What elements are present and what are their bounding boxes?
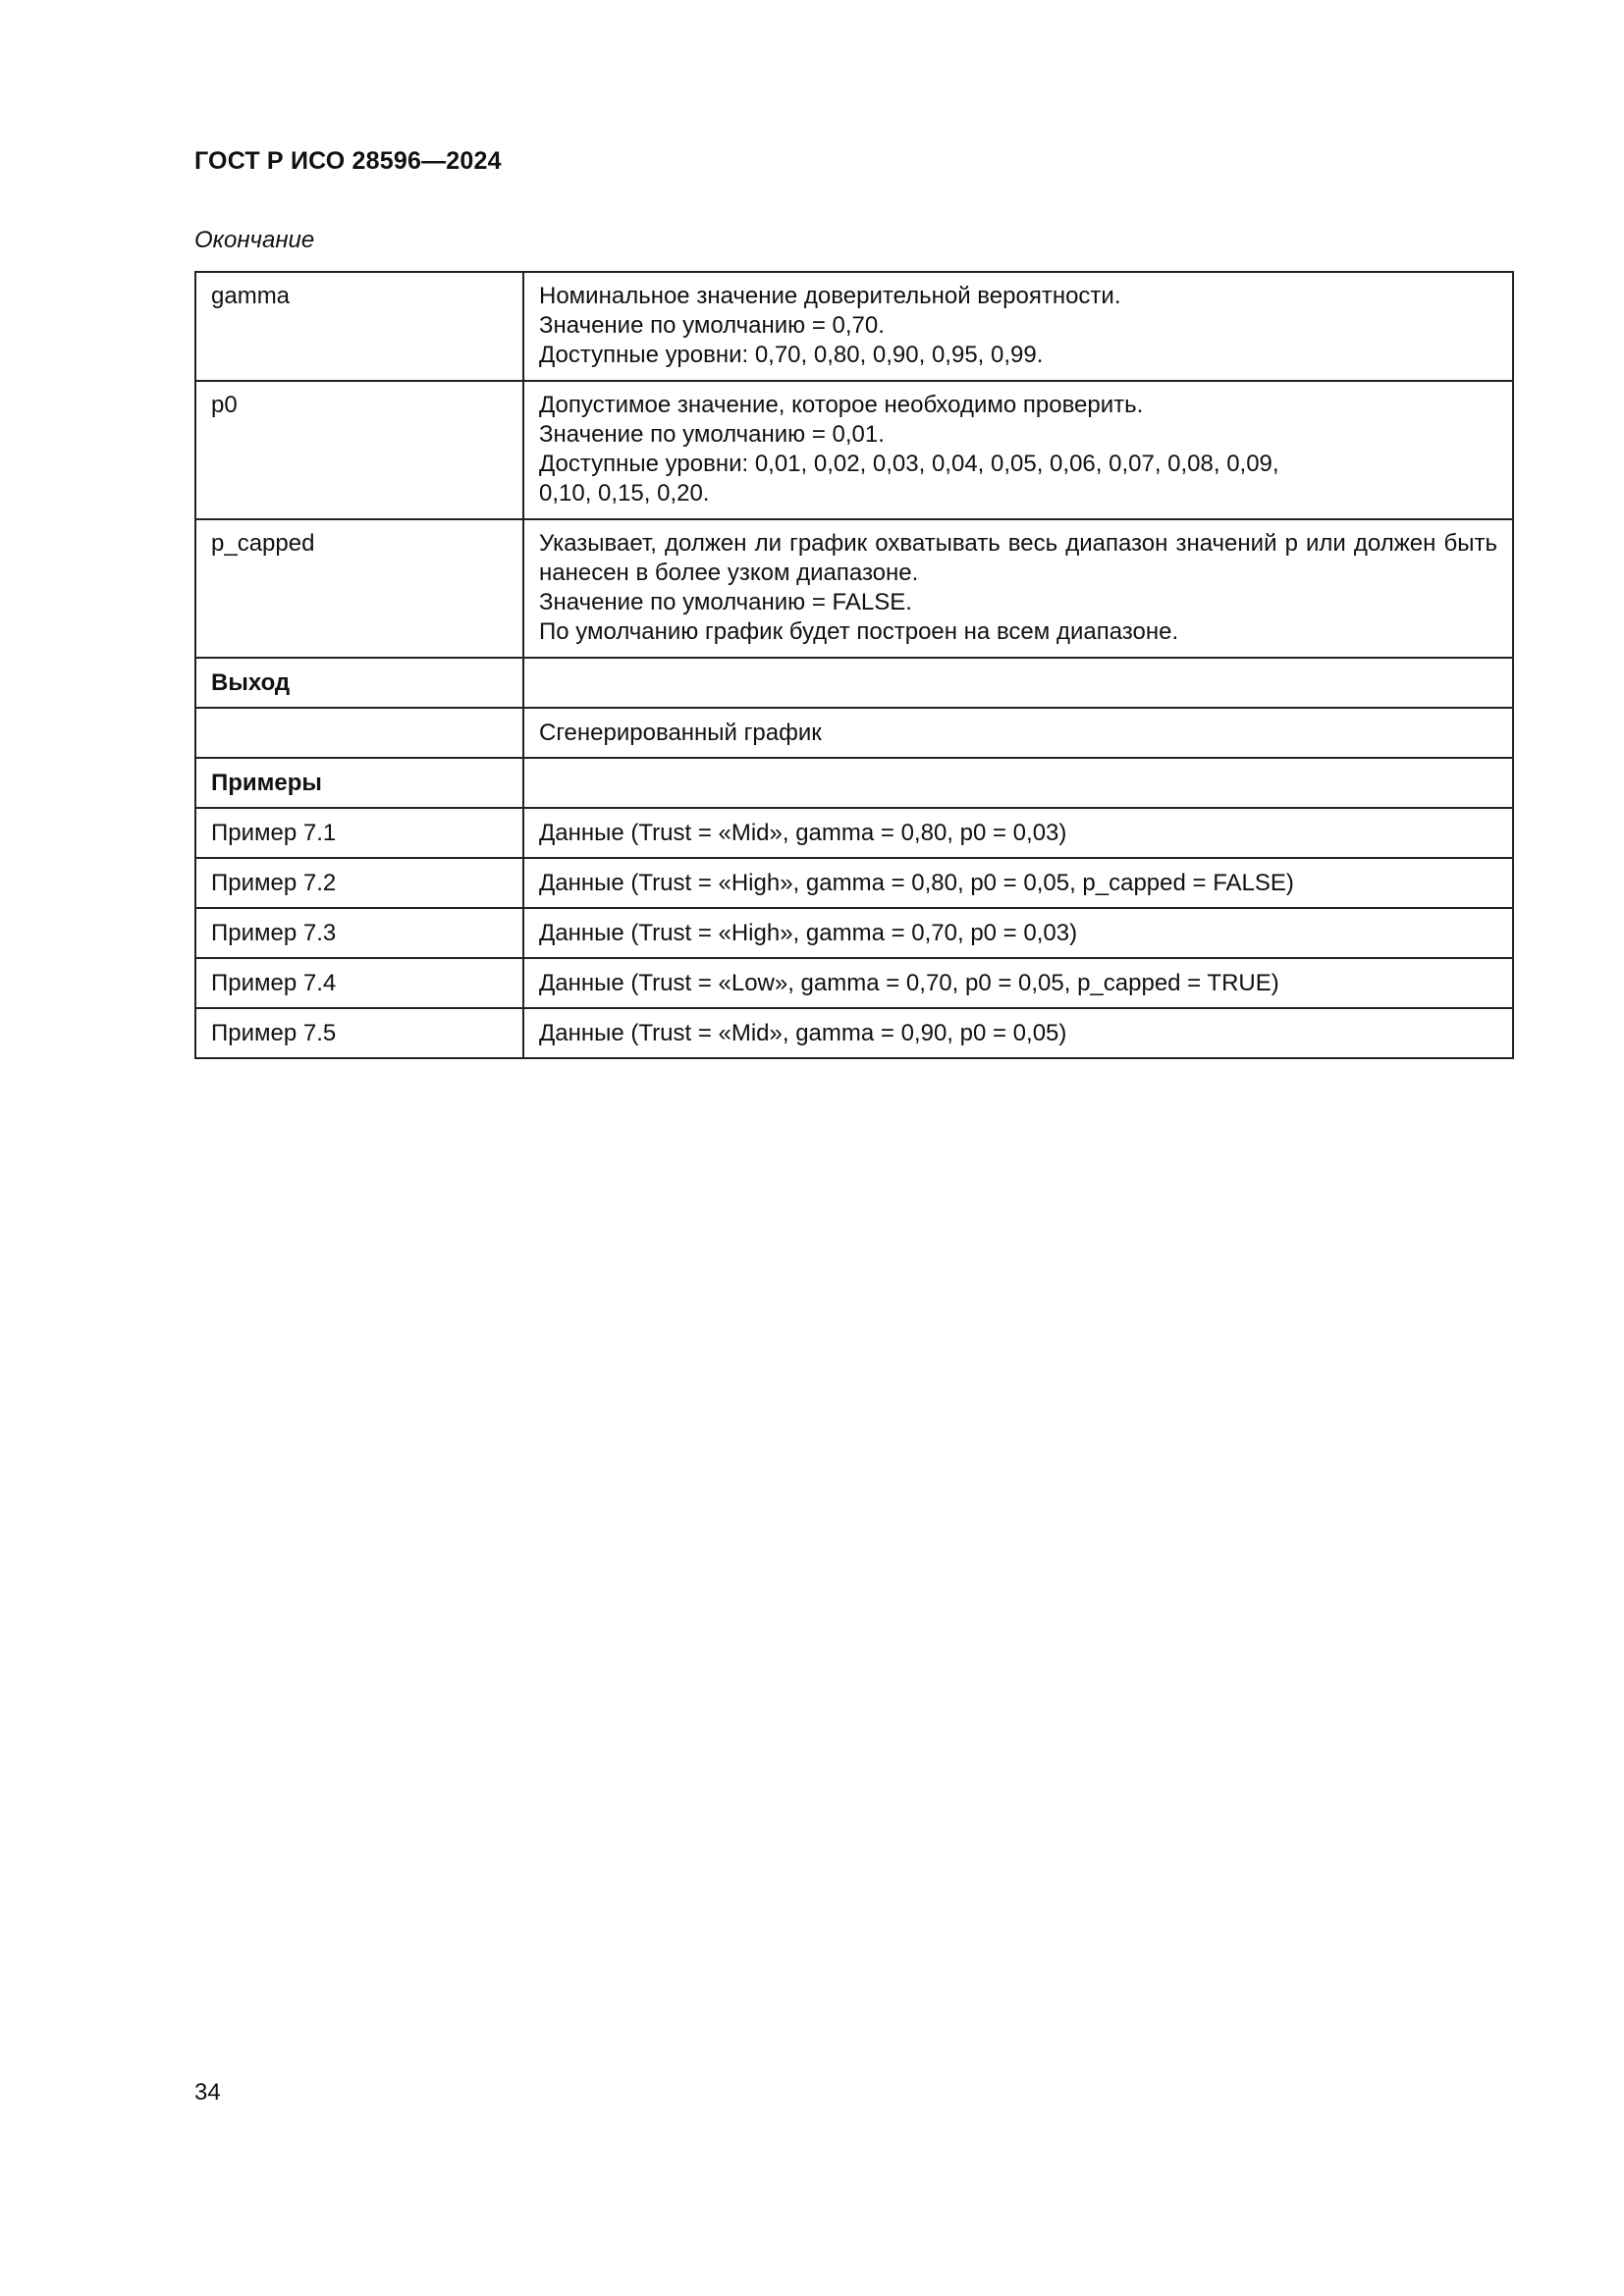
example-value-cell: Данные (Trust = «Mid», gamma = 0,80, p0 = 0,03) <box>523 808 1513 858</box>
param-description-cell <box>523 381 1513 519</box>
output-heading-cell: Выход <box>195 658 523 708</box>
example-value-cell: Данные (Trust = «High», gamma = 0,70, p0 = 0,03) <box>523 908 1513 958</box>
param-name-cell: p0 <box>195 381 523 519</box>
parameters-table <box>194 271 1514 1059</box>
table-row-gamma <box>195 272 1513 381</box>
description-line: Значение по умолчанию = FALSE. <box>539 589 912 615</box>
table-row-examples-heading <box>195 758 1513 808</box>
example-label-cell: Пример 7.1 <box>195 808 523 858</box>
description-line: Доступные уровни: 0,01, 0,02, 0,03, 0,04, 0,05, 0,06, 0,07, 0,08, 0,09, <box>539 451 1279 477</box>
description-line: Значение по умолчанию = 0,01. <box>539 421 885 448</box>
param-description-cell <box>523 272 1513 381</box>
empty-cell <box>523 658 1513 708</box>
param-name-cell: p_capped <box>195 519 523 658</box>
examples-heading-cell: Примеры <box>195 758 523 808</box>
example-value-cell: Данные (Trust = «High», gamma = 0,80, p0 = 0,05, p_capped = FALSE) <box>523 858 1513 908</box>
description-line: Значение по умолчанию = 0,70. <box>539 312 885 339</box>
table-row-output-value <box>195 708 1513 758</box>
table-row-p0 <box>195 381 1513 519</box>
table-row-example <box>195 1008 1513 1058</box>
description-line: Указывает, должен ли график охватывать весь диапазон значений p или должен быть нанесен в более узком диапазоне. <box>539 530 1497 586</box>
table-row-example <box>195 908 1513 958</box>
description-line: Номинальное значение доверительной вероятности. <box>539 283 1121 309</box>
example-label-cell: Пример 7.2 <box>195 858 523 908</box>
description-line: Допустимое значение, которое необходимо проверить. <box>539 392 1144 418</box>
description-line: 0,10, 0,15, 0,20. <box>539 480 710 507</box>
table-continuation-caption: Окончание <box>194 227 315 253</box>
table-row-output-heading <box>195 658 1513 708</box>
table-row-p-capped <box>195 519 1513 658</box>
document-standard-title: ГОСТ Р ИСО 28596—2024 <box>194 147 502 175</box>
example-label-cell: Пример 7.4 <box>195 958 523 1008</box>
description-line: Доступные уровни: 0,70, 0,80, 0,90, 0,95, 0,99. <box>539 342 1044 368</box>
page-number: 34 <box>194 2079 221 2106</box>
param-name-cell: gamma <box>195 272 523 381</box>
example-value-cell: Данные (Trust = «Low», gamma = 0,70, p0 = 0,05, p_capped = TRUE) <box>523 958 1513 1008</box>
empty-cell <box>523 758 1513 808</box>
empty-cell <box>195 708 523 758</box>
example-value-cell: Данные (Trust = «Mid», gamma = 0,90, p0 = 0,05) <box>523 1008 1513 1058</box>
output-value-cell: Сгенерированный график <box>523 708 1513 758</box>
param-description-cell <box>523 519 1513 658</box>
example-label-cell: Пример 7.3 <box>195 908 523 958</box>
table-row-example <box>195 958 1513 1008</box>
description-line: По умолчанию график будет построен на всем диапазоне. <box>539 618 1179 645</box>
table-row-example <box>195 808 1513 858</box>
example-label-cell: Пример 7.5 <box>195 1008 523 1058</box>
table-row-example <box>195 858 1513 908</box>
